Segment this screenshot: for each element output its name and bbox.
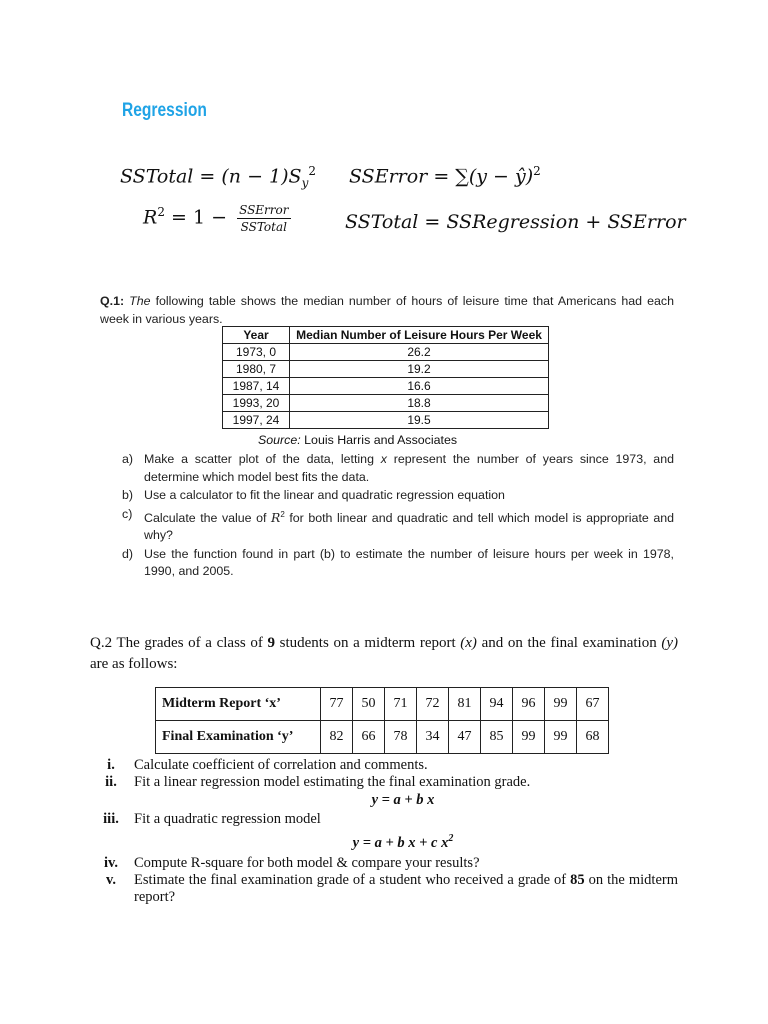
sserror-formula: [349, 164, 541, 187]
list-item: [122, 451, 674, 486]
table-cell: 26.2: [290, 344, 549, 361]
table-cell: 18.8: [290, 395, 549, 412]
list-item: [88, 811, 678, 828]
list-item: [88, 757, 678, 774]
sstotal-sub: y: [301, 176, 309, 191]
table-cell: 68: [577, 721, 609, 754]
list-item: [122, 506, 674, 545]
table-cell: 72: [417, 688, 449, 721]
list-item-text: Use the function found in part (b) to estimate the number of leisure hours per week in 1978, 1990, and 2005.: [144, 546, 674, 579]
table-cell: 1987, 14: [223, 378, 290, 395]
list-item: [88, 872, 678, 906]
table-cell: 94: [481, 688, 513, 721]
decomposition-text: SSTotal = SSRegression + SSError: [345, 211, 686, 233]
sstotal-lhs: SSTotal: [120, 165, 194, 188]
table-cell: 78: [385, 721, 417, 754]
list-item-number: ii.: [105, 774, 117, 790]
list-item-label: c): [122, 506, 133, 521]
table-row: [223, 378, 549, 395]
table-cell: 99: [545, 721, 577, 754]
list-item-text: Use a calculator to fit the linear and quadratic regression equation: [144, 488, 505, 502]
equals-sign: =: [199, 165, 222, 188]
row-label: Midterm Report ‘x’: [156, 688, 321, 721]
sserror-lhs: SSError: [349, 165, 428, 188]
table-cell: 85: [481, 721, 513, 754]
table-cell: 19.2: [290, 361, 549, 378]
table-cell: 1993, 20: [223, 395, 290, 412]
list-item: [122, 487, 674, 505]
q1-intro-text: following table shows the median number of hours of leisure time that Americans had each week in various years.: [100, 294, 674, 326]
list-item-text: Fit a linear regression model estimating the final examination grade.: [134, 774, 531, 790]
r2-numerator: SSError: [239, 203, 289, 217]
q1-subquestions: [122, 451, 674, 582]
linear-model-equation: y = a + b x: [371, 792, 435, 808]
table-cell: 81: [449, 688, 481, 721]
r2-denominator: SSTotal: [240, 220, 287, 234]
row-label: Final Examination ‘y’: [156, 721, 321, 754]
sserror-sup: 2: [533, 164, 541, 178]
source-text: Louis Harris and Associates: [304, 433, 458, 447]
list-item-number: iii.: [103, 811, 119, 827]
list-item-number: iv.: [103, 854, 119, 871]
list-item: [88, 774, 678, 791]
table-cell: 16.6: [290, 378, 549, 395]
table-cell: 1997, 24: [223, 412, 290, 429]
sserror-rhs: ∑(y − ŷ): [455, 165, 534, 188]
r2-sup: 2: [157, 205, 165, 220]
list-item: [122, 546, 674, 581]
table-cell: 77: [321, 688, 353, 721]
table-cell: 19.5: [290, 412, 549, 429]
list-item-text: Make a scatter plot of the data, letting x represent the number of years since 1973, and determine which model best fits the data.: [144, 452, 674, 484]
table-row: [156, 721, 609, 754]
list-item-number: i.: [107, 757, 115, 773]
equals-sign: =: [433, 165, 456, 188]
source-label: Source:: [258, 433, 301, 447]
list-item-text: Calculate the value of $R^2$ for both linear and quadratic and tell which model is appropriate and why?: [144, 509, 674, 543]
q2-intro: Q.2 The grades of a class of 9 students on a midterm report (x) and on the final examination (y) are as follows:: [90, 635, 678, 672]
r2-formula: [143, 203, 295, 234]
q1-lead: The: [129, 294, 151, 308]
grades-table: [155, 687, 609, 754]
list-item-label: a): [122, 452, 134, 466]
r2-rhs: = 1 −: [171, 206, 228, 229]
list-item-label: b): [122, 488, 134, 502]
r2-fraction: [237, 203, 290, 234]
list-item-text: Calculate coefficient of correlation and comments.: [134, 757, 428, 773]
table-row: [223, 361, 549, 378]
table-row: [223, 412, 549, 429]
table-row: [223, 344, 549, 361]
list-item-text: Compute R-square for both model & compare your results?: [134, 854, 480, 871]
list-item: [88, 855, 678, 872]
table-header: Median Number of Leisure Hours Per Week: [290, 327, 549, 344]
leisure-table: [222, 326, 549, 429]
quadratic-model-equation: y = a + b x + c $x^2$: [352, 833, 454, 851]
table-cell: 96: [513, 688, 545, 721]
table-cell: 1980, 7: [223, 361, 290, 378]
list-item-number: v.: [105, 871, 117, 888]
table-cell: 71: [385, 688, 417, 721]
table-source: [258, 433, 457, 447]
table-cell: 50: [353, 688, 385, 721]
table-cell: 34: [417, 721, 449, 754]
sstotal-rhs: (n − 1)S: [221, 165, 302, 188]
section-heading: Regression: [122, 100, 207, 121]
table-cell: 67: [577, 688, 609, 721]
table-header: Year: [223, 327, 290, 344]
q2-subquestions: [88, 757, 678, 906]
table-header-row: [223, 327, 549, 344]
table-cell: 82: [321, 721, 353, 754]
list-item-text: Estimate the final examination grade of a student who received a grade of 85 on the midterm report?: [134, 871, 678, 905]
table-cell: 99: [545, 688, 577, 721]
r2-lhs: R: [143, 206, 158, 229]
q1-label: Q.1:: [100, 294, 125, 308]
decomposition-formula: [345, 211, 686, 233]
sstotal-sup: 2: [308, 164, 316, 178]
list-item-text: Fit a quadratic regression model: [134, 811, 321, 827]
table-cell: 99: [513, 721, 545, 754]
table-cell: 47: [449, 721, 481, 754]
table-row: [223, 395, 549, 412]
list-item-label: d): [122, 546, 134, 561]
table-cell: 1973, 0: [223, 344, 290, 361]
table-cell: 66: [353, 721, 385, 754]
sstotal-formula: [120, 164, 316, 190]
table-row: [156, 688, 609, 721]
q1-intro: [100, 292, 674, 328]
